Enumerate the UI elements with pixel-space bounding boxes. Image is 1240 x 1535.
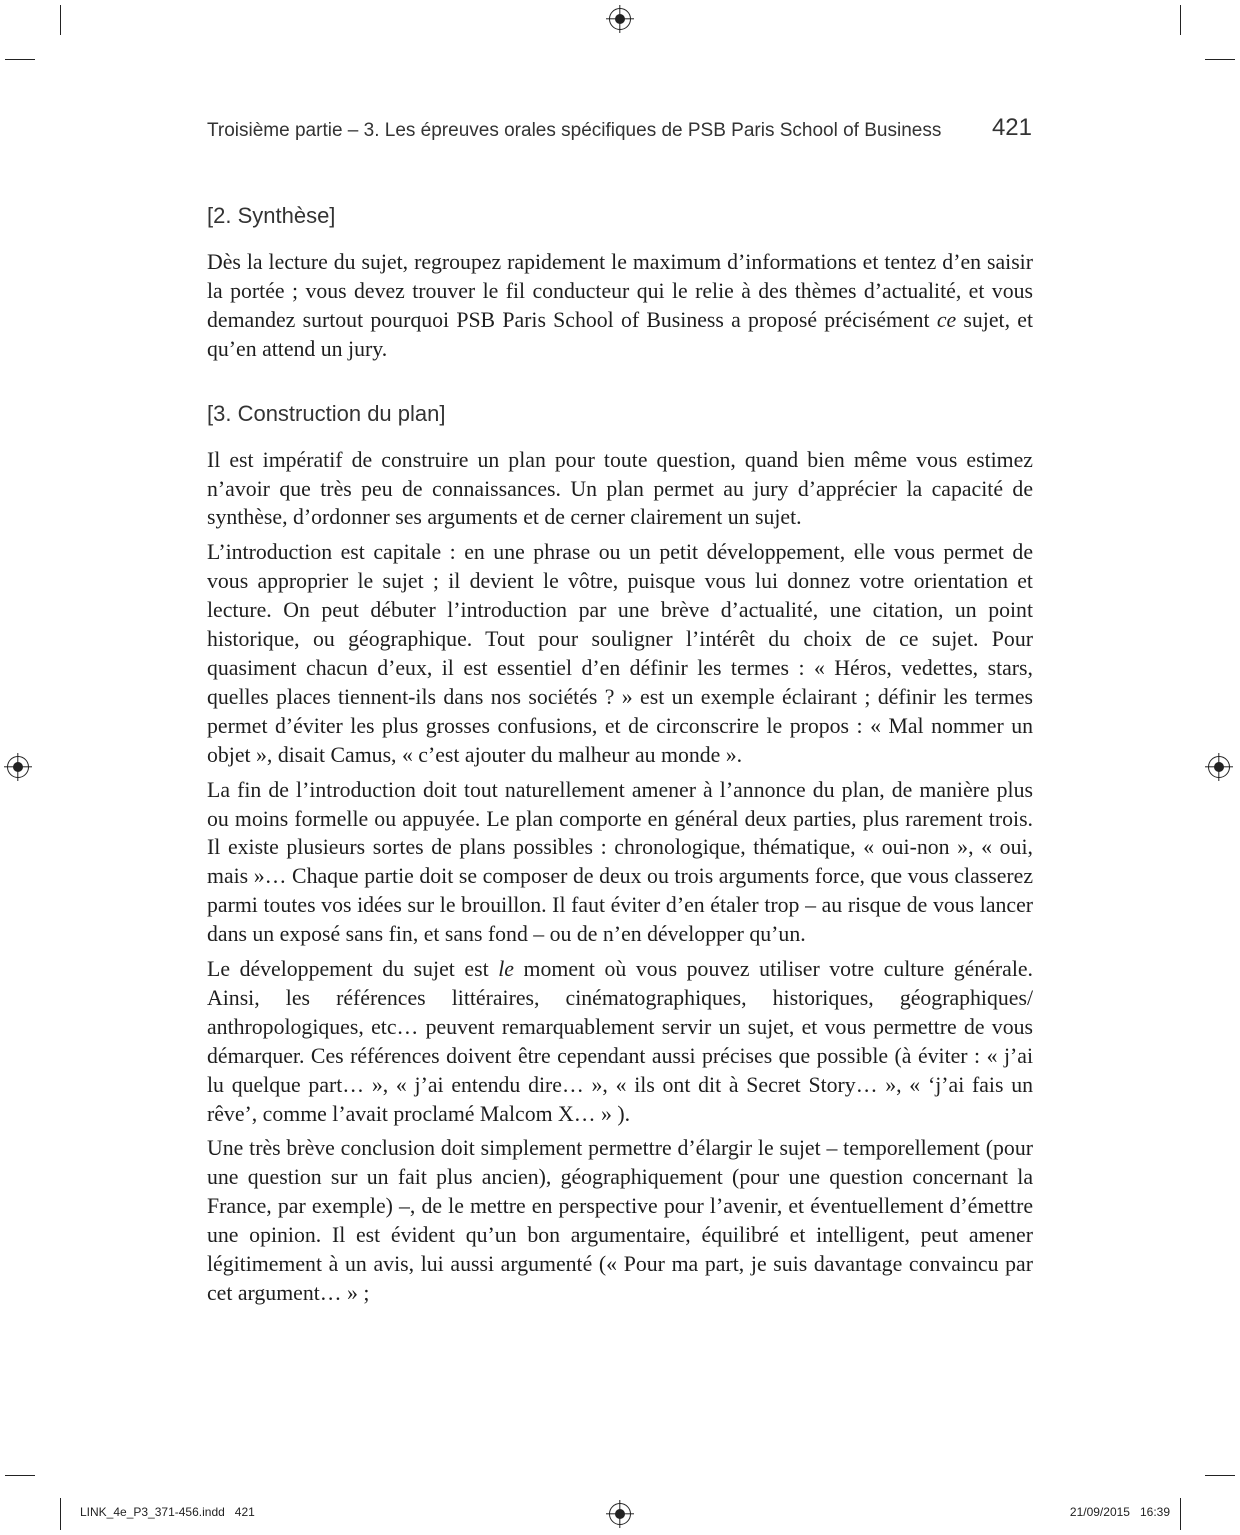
italic-word: ce [936,307,957,332]
crop-mark [60,1498,61,1530]
paragraph-text: Le développement du sujet est [207,957,499,982]
page-number: 421 [991,114,1032,141]
section-heading-construction-plan: [3. Construction du plan] [207,400,446,426]
registration-mark-icon [7,756,29,778]
paragraph [207,248,1033,364]
paragraph: Une très brève conclusion doit simplement permettre d’élargir le sujet – temporellement (pour une question sur un fait plus ancien), géographiquement (pour une question concernant la France, par exemple) –, de le mettre en perspective pour l’avenir, et éventuellement d’émettre une opinion. Il est évident qu’un bon argumentaire, équilibré et intelligent, peut amener légitimement à un avis, lui aussi argumenté (« Pour ma part, je suis davantage convaincu par cet argument… » ; [207,1136,1033,1305]
crop-mark [1205,59,1235,60]
slug-filename: LINK_4e_P3_371-456.indd 421 [80,1505,255,1519]
crop-mark [60,5,61,35]
slug-datetime: 21/09/2015 16:39 [1069,1505,1170,1519]
crop-mark [1205,1475,1235,1476]
page-body [207,200,1033,1314]
crop-mark [5,59,35,60]
paragraph [207,955,1033,1128]
crop-mark [5,1475,35,1476]
paragraph: Il est impératif de construire un plan pour toute question, quand bien même vous estimez n’avoir que très peu de connaissances. Un plan permet au jury d’apprécier la capacité de synthèse, d’ordonner ses arguments et de cerner clairement un sujet. [207,447,1033,530]
running-title: Troisième partie – 3. Les épreuves orales spécifiques de PSB Paris School of Business [207,120,942,141]
paragraph-text: sujet, et qu’en attend un jury. [207,307,1033,361]
paragraph: L’introduction est capitale : en une phrase ou un petit développement, elle vous permet de vous approprier le sujet ; il devient le vôtre, puisque vous lui donnez votre orientation et lecture. On peut débuter l’introduction par une brève d’actualité, une citation, un point historique, ou géographique. Tout pour souligner l’intérêt du choix de ce sujet. Pour quasiment chacun d’eux, il est essentiel d’en définir les termes : « Héros, vedettes, stars, quelles places tiennent-ils dans nos sociétés ? » est un exemple éclairant ; définir les termes permet d’éviter les plus grosses confusions, et de circonscrire le propos : « Mal nommer un objet », disait Camus, « c’est ajouter du malheur au monde ». [207,540,1033,767]
running-header [207,114,1032,148]
registration-mark-icon [609,8,631,30]
paragraph-text: moment où vous pouvez utiliser votre culture générale. Ainsi, les références littéraires, cinématographiques, historiques, géographiques/ anthropologiques, etc… peuvent remarquablement servir un sujet, et vous permettre de vous démarquer. Ces références doivent être cependant aussi précises que possible (à éviter : « j’ai lu quelque part… », « j’ai entendu dire… », « ils ont dit à Secret Story… », « ‘j’ai fais un rêve’, comme l’avait proclamé Malcom X… » ). [207,957,1033,1126]
paragraph: La fin de l’introduction doit tout naturellement amener à l’annonce du plan, de manière plus ou moins formelle ou appuyée. Le plan comporte en général deux parties, plus rarement trois. Il existe plusieurs sortes de plans possibles : chronologique, thématique, « oui-non », « oui, mais »… Chaque partie doit se composer de deux ou trois arguments force, que vous classerez parmi toutes vos idées sur le brouillon. Il faut éviter d’en étaler trop – au risque de vous lancer dans un exposé sans fin, et sans fond – ou de n’en développer qu’un. [207,777,1033,947]
crop-mark [1180,1498,1181,1530]
paragraph-text: Dès la lecture du sujet, regroupez rapidement le maximum d’informations et tentez d’en saisir la portée ; vous devez trouver le fil conducteur qui le relie à des thèmes d’actualité, et vous demandez surtout pourquoi PSB Paris School of Business a proposé précisément [207,250,1033,332]
registration-mark-icon [1208,756,1230,778]
crop-mark [1180,5,1181,35]
section-heading-synthese: [2. Synthèse] [207,203,336,228]
registration-mark-icon [609,1503,631,1525]
italic-word: le [498,957,514,982]
